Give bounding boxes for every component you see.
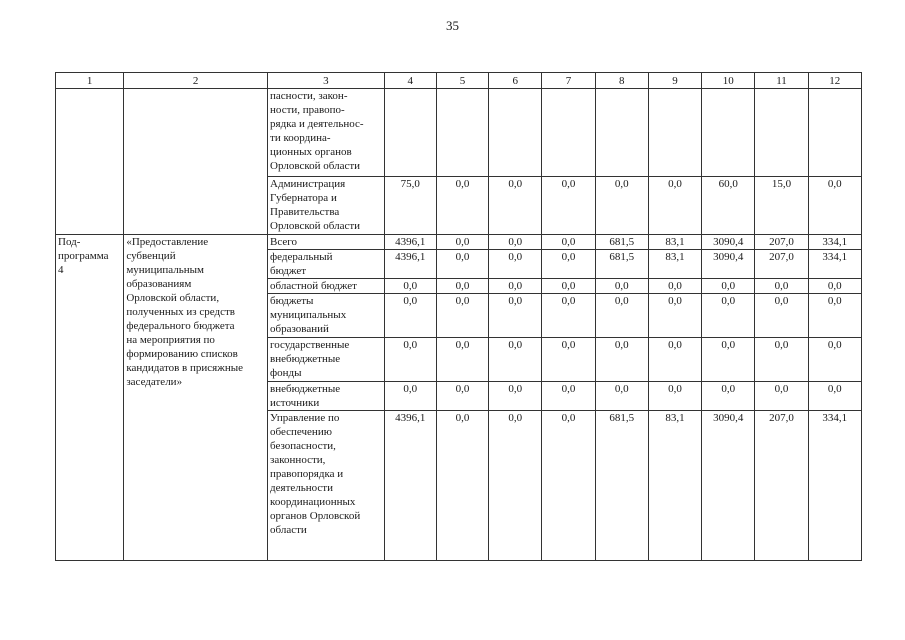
amount-cell: 15,0 <box>755 177 808 235</box>
amount-cell: 0,0 <box>702 294 755 338</box>
amount-cell: 83,1 <box>648 250 701 279</box>
amount-cell: 0,0 <box>542 177 595 235</box>
empty-cell <box>384 89 436 177</box>
empty-cell <box>56 89 124 235</box>
amount-cell: 83,1 <box>648 235 701 250</box>
executor-label: Администрация Губернатора и Правительства Орловской области <box>268 177 385 235</box>
amount-cell: 0,0 <box>595 382 648 411</box>
column-header: 10 <box>702 73 755 89</box>
funding-source-label: федеральный бюджет <box>268 250 385 279</box>
amount-cell: 0,0 <box>489 411 542 561</box>
column-header: 11 <box>755 73 808 89</box>
amount-cell: 0,0 <box>436 411 488 561</box>
amount-cell: 0,0 <box>436 177 488 235</box>
amount-cell: 207,0 <box>755 411 808 561</box>
amount-cell: 0,0 <box>595 279 648 294</box>
amount-cell: 75,0 <box>384 177 436 235</box>
funding-source-label: Всего <box>268 235 385 250</box>
column-header: 4 <box>384 73 436 89</box>
amount-cell: 0,0 <box>436 382 488 411</box>
amount-cell: 3090,4 <box>702 411 755 561</box>
amount-cell: 207,0 <box>755 235 808 250</box>
amount-cell: 0,0 <box>542 411 595 561</box>
amount-cell: 0,0 <box>542 279 595 294</box>
empty-cell <box>648 89 701 177</box>
amount-cell: 0,0 <box>702 338 755 382</box>
amount-cell: 681,5 <box>595 411 648 561</box>
amount-cell: 0,0 <box>755 279 808 294</box>
amount-cell: 0,0 <box>648 338 701 382</box>
executor-label: пасности, закон- ности, правопо- рядка и деятельнос- ти координа- ционных органов Орловской области <box>268 89 385 177</box>
amount-cell: 0,0 <box>755 382 808 411</box>
table-row-continuation <box>56 89 862 177</box>
column-header: 1 <box>56 73 124 89</box>
amount-cell: 0,0 <box>702 279 755 294</box>
amount-cell: 0,0 <box>384 294 436 338</box>
amount-cell: 0,0 <box>384 382 436 411</box>
amount-cell: 0,0 <box>595 294 648 338</box>
page-number: 35 <box>446 18 459 33</box>
amount-cell: 207,0 <box>755 250 808 279</box>
empty-cell <box>542 89 595 177</box>
funding-source-label: Управление по обеспечению безопасности, законности, правопорядка и деятельности координационных органов Орловской области <box>268 411 385 561</box>
empty-cell <box>436 89 488 177</box>
empty-cell <box>755 89 808 177</box>
amount-cell: 0,0 <box>648 177 701 235</box>
amount-cell: 0,0 <box>384 338 436 382</box>
amount-cell: 0,0 <box>489 338 542 382</box>
amount-cell: 0,0 <box>542 382 595 411</box>
amount-cell: 4396,1 <box>384 235 436 250</box>
column-header: 8 <box>595 73 648 89</box>
subprogram-name: «Предоставление субвенций муниципальным образованиям Орловской области, полученных из средств федерального бюджета на мероприятия по формированию списков кандидатов в присяжные заседатели» <box>124 235 268 561</box>
amount-cell: 0,0 <box>542 294 595 338</box>
amount-cell: 3090,4 <box>702 250 755 279</box>
amount-cell: 0,0 <box>808 294 861 338</box>
funding-source-label: бюджеты муниципальных образований <box>268 294 385 338</box>
amount-cell: 0,0 <box>436 235 488 250</box>
amount-cell: 334,1 <box>808 411 861 561</box>
column-header: 6 <box>489 73 542 89</box>
amount-cell: 0,0 <box>755 338 808 382</box>
amount-cell: 0,0 <box>542 250 595 279</box>
amount-cell: 0,0 <box>808 382 861 411</box>
header-row <box>56 73 862 89</box>
amount-cell: 0,0 <box>489 294 542 338</box>
column-header: 5 <box>436 73 488 89</box>
amount-cell: 0,0 <box>648 382 701 411</box>
amount-cell: 4396,1 <box>384 250 436 279</box>
subprogram-code: Под- программа 4 <box>56 235 124 561</box>
column-header: 7 <box>542 73 595 89</box>
amount-cell: 0,0 <box>702 382 755 411</box>
amount-cell: 0,0 <box>489 382 542 411</box>
amount-cell: 0,0 <box>648 294 701 338</box>
amount-cell: 0,0 <box>436 250 488 279</box>
empty-cell <box>489 89 542 177</box>
funding-source-label: областной бюджет <box>268 279 385 294</box>
column-header: 12 <box>808 73 861 89</box>
amount-cell: 0,0 <box>436 294 488 338</box>
funding-source-label: внебюджетные источники <box>268 382 385 411</box>
empty-cell <box>595 89 648 177</box>
amount-cell: 0,0 <box>542 338 595 382</box>
amount-cell: 83,1 <box>648 411 701 561</box>
amount-cell: 0,0 <box>755 294 808 338</box>
column-header: 2 <box>124 73 268 89</box>
amount-cell: 0,0 <box>648 279 701 294</box>
amount-cell: 4396,1 <box>384 411 436 561</box>
amount-cell: 0,0 <box>436 338 488 382</box>
amount-cell: 0,0 <box>808 338 861 382</box>
amount-cell: 0,0 <box>489 279 542 294</box>
amount-cell: 334,1 <box>808 250 861 279</box>
amount-cell: 0,0 <box>436 279 488 294</box>
amount-cell: 0,0 <box>542 235 595 250</box>
amount-cell: 0,0 <box>384 279 436 294</box>
empty-cell <box>702 89 755 177</box>
amount-cell: 0,0 <box>595 338 648 382</box>
empty-cell <box>808 89 861 177</box>
funding-source-label: государственные внебюджетные фонды <box>268 338 385 382</box>
amount-cell: 0,0 <box>489 177 542 235</box>
table-row <box>56 235 862 250</box>
amount-cell: 0,0 <box>808 177 861 235</box>
amount-cell: 681,5 <box>595 235 648 250</box>
amount-cell: 3090,4 <box>702 235 755 250</box>
amount-cell: 60,0 <box>702 177 755 235</box>
amount-cell: 0,0 <box>489 250 542 279</box>
budget-table <box>55 72 862 561</box>
amount-cell: 0,0 <box>595 177 648 235</box>
empty-cell <box>124 89 268 235</box>
column-header: 3 <box>268 73 385 89</box>
column-header: 9 <box>648 73 701 89</box>
amount-cell: 0,0 <box>808 279 861 294</box>
amount-cell: 681,5 <box>595 250 648 279</box>
amount-cell: 334,1 <box>808 235 861 250</box>
amount-cell: 0,0 <box>489 235 542 250</box>
